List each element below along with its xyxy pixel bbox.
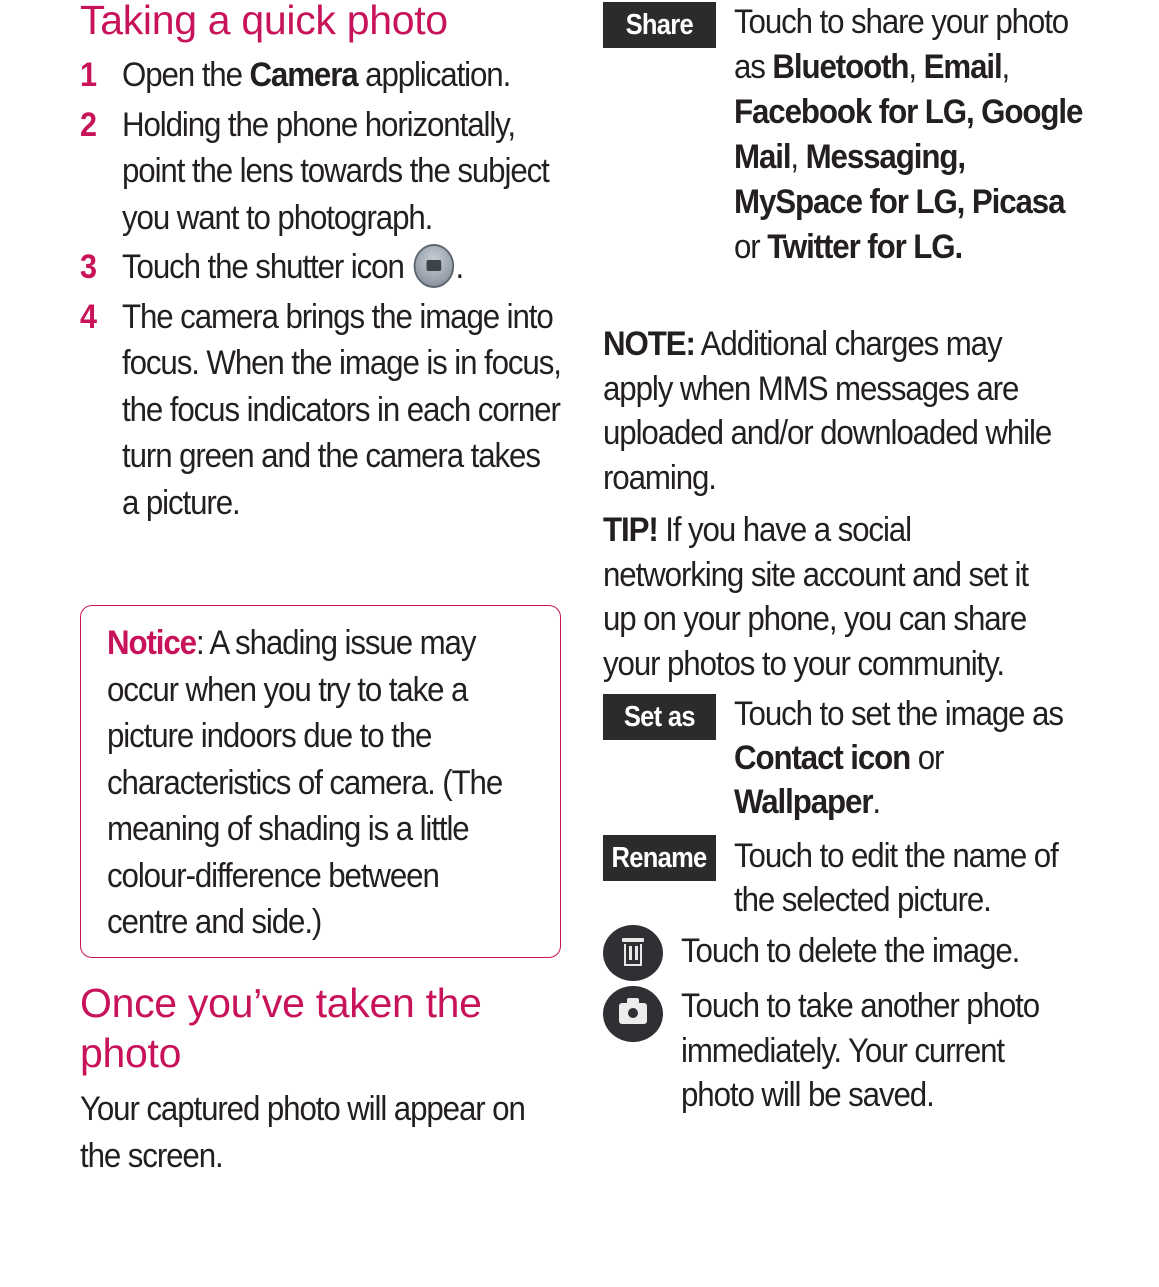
notice-box [80,605,561,958]
notice-label: Notice [107,624,196,662]
step-text: Touch the shutter icon . [122,244,564,291]
delete-description: Touch to delete the image. [681,932,1020,970]
share-description: Touch to share your photo as Bluetooth, Email, Facebook for LG, Google Mail, Messaging, MySpace for LG, Picasa or Twitter for LG. [734,3,1083,266]
step-number: 4 [80,297,98,336]
tip-label: TIP! [603,511,658,549]
notice-text: Notice: A shading issue may occur when you try to take a picture indoors due to the characteristics of camera. (The meaning of shading is a little colour-difference between centre and side.) [107,624,503,941]
step-item [80,244,565,291]
step-text: Open the Camera application. [122,56,511,94]
step-text: Holding the phone horizontally, point the lens towards the subject you want to photograph. [122,105,549,237]
step-item [80,52,565,99]
setas-description: Touch to set the image as Contact icon or Wallpaper. [734,695,1063,821]
captured-text: Your captured photo will appear on the screen. [80,1090,525,1175]
take-photo-button[interactable] [603,986,663,1042]
steps-list [80,52,565,526]
camera-icon [619,1003,647,1024]
trash-icon [622,938,644,966]
share-button[interactable]: Share [603,2,716,48]
set-as-button[interactable]: Set as [603,694,716,740]
section-heading-2: Once you’ve taken the photo [80,980,482,1076]
step-item [80,102,565,242]
rename-description: Touch to edit the name of the selected picture. [734,837,1058,919]
section-heading: Taking a quick photo [80,0,448,43]
step-number: 1 [80,56,98,94]
take-another-description: Touch to take another photo immediately. Your current photo will be saved. [681,987,1040,1114]
note-text: NOTE: Additional charges may apply when MMS messages are uploaded and/or downloaded while roaming. [603,325,1052,497]
tip-text: TIP! If you have a social networking site account and set it up on your phone, you can share your photos to your community. [603,511,1028,683]
shutter-icon [413,244,453,288]
step-text: The camera brings the image into focus. When the image is in focus, the focus indicators in each corner turn green and the camera takes a picture. [122,297,561,522]
note-label: NOTE: [603,325,695,363]
step-number: 3 [80,248,98,286]
step-number: 2 [80,105,98,144]
delete-button[interactable] [603,925,663,981]
rename-button[interactable]: Rename [603,835,716,881]
step-item [80,294,565,527]
